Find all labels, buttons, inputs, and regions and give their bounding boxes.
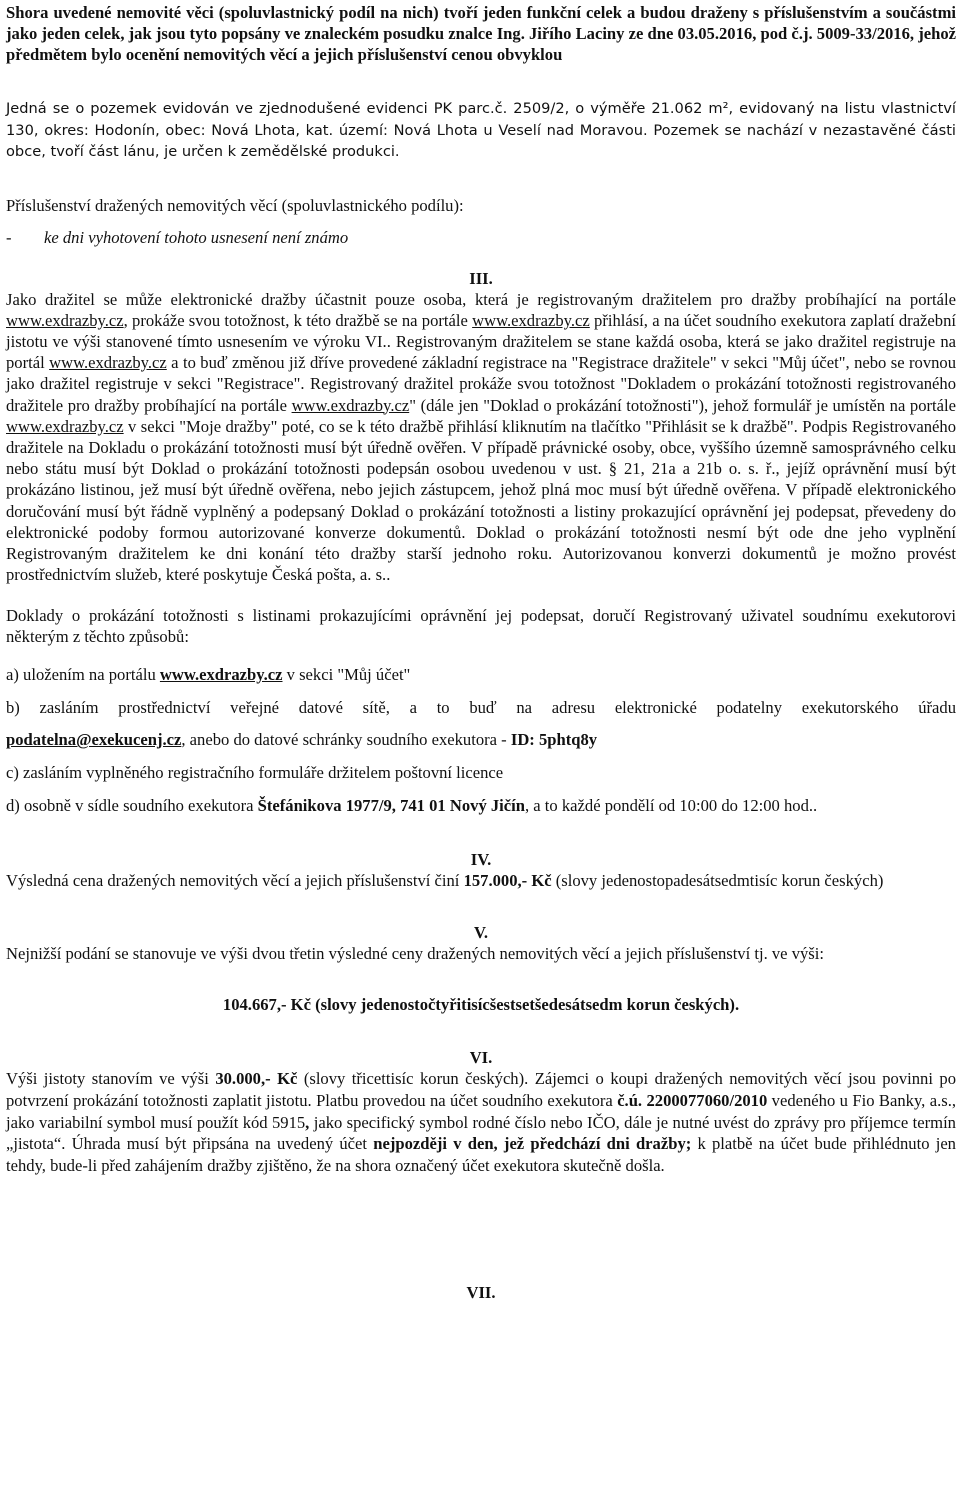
- exdrazby-link[interactable]: www.exdrazby.cz: [291, 395, 410, 415]
- section-3-paragraph: [6, 289, 956, 586]
- accessories-item: [6, 227, 956, 248]
- s3-text: přihlásí, a na účet soudního exekutora zaplatí dražební jistotu ve výši stanovené tímto usnesením ve výroku VI.. Registrovaným dražitelem se stane každá osoba, která se jako dražitel registruje na portál: [6, 310, 956, 373]
- exdrazby-link[interactable]: www.exdrazby.cz: [6, 310, 124, 330]
- databox-id: ID: 5phtq8y: [510, 730, 598, 750]
- delivery-option-a: [6, 664, 956, 685]
- land-text-2: Pozemek se nachází v nezastavěné části obce, tvoří část lánu, je určen k zemědělské produkci.: [6, 121, 956, 160]
- s6-text: (slovy třicettisíc korun českých). Zájemci o koupi dražených nemovitých věcí jsou povinni po potvrzení prokázání totožnosti zaplatit jistotu. Platbu provedou na účet soudního exekutora: [6, 1069, 957, 1110]
- section-5-paragraph: Nejnižší podání se stanovuje ve výši dvou třetin výsledné ceny dražených nemovitých věcí a jejich příslušenství tj. ve výši:: [6, 944, 824, 964]
- land-description: [6, 98, 956, 163]
- s3-text: , prokáže svou totožnost, k této dražbě se na portále: [123, 310, 473, 330]
- s4-text: Výsledná cena dražených nemovitých věcí a jejich příslušenství činí: [6, 871, 464, 891]
- section-3-numeral: III.: [469, 268, 493, 288]
- delivery-intro: Doklady o prokázání totožnosti s listinami prokazujícími oprávnění jej podepsat, doručí Registrovaný uživatel soudnímu exekutorovi některým z těchto způsobů:: [6, 606, 956, 647]
- option-d-text: d) osobně v sídle soudního exekutora: [6, 796, 258, 816]
- document-page: [6, 2, 956, 1303]
- s6-text: vedeného u Fio Banky, a.s., jako variabilní symbol musí použít kód 5915: [6, 1090, 956, 1132]
- bank-account: č.ú. 2200077060/2010: [617, 1090, 768, 1110]
- s4-suffix: (slovy jedenostopadesátsedmtisíc korun českých): [551, 871, 884, 891]
- option-d-suffix: , a to každé pondělí od 10:00 do 12:00 hod..: [525, 796, 818, 816]
- exdrazby-link[interactable]: www.exdrazby.cz: [49, 353, 167, 373]
- s3-text: a to buď změnou již dříve provedené základní registrace na "Registrace dražitele" v sekci "Můj účet", nebo se rovnou jako dražitel registruje v sekci "Registrace". Registrovaný dražitel prokáže svou totožnost "Dokladem o prokázání totožnosti registrovaného dražitele pro dražby probíhající na portále: [6, 353, 957, 415]
- minimum-bid-amount: 104.667,- Kč (slovy jedenostočtyřitisícšestsetšedesátsedm korun českých).: [222, 995, 740, 1015]
- section-6-paragraph: [6, 1068, 956, 1176]
- delivery-option-c: c) zasláním vyplněného registračního formuláře držitelem poštovní licence: [6, 763, 504, 783]
- exdrazby-link[interactable]: www.exdrazby.cz: [472, 310, 590, 330]
- s6-text: Výši jistoty stanovím ve výši: [6, 1069, 216, 1089]
- option-a-text: a) uložením na portálu: [6, 665, 160, 685]
- office-address: Štefánikova 1977/9, 741 01 Nový Jičín: [257, 796, 525, 816]
- option-a-suffix: v sekci "Můj účet": [282, 665, 411, 685]
- s3-text: " (dále jen "Doklad o prokázání totožnosti"), jehož formulář je umístěn na portále: [409, 395, 957, 415]
- section-4-numeral: IV.: [470, 850, 492, 870]
- payment-deadline: nejpozději v den, jež předchází dni dražby;: [373, 1134, 692, 1154]
- delivery-option-b-cont: [6, 729, 956, 750]
- dash-marker: -: [6, 227, 12, 247]
- section-6-numeral: VI.: [469, 1048, 493, 1068]
- s3-text: v sekci "Moje dražby" poté, co se k této dražbě přihlásí kliknutím na tlačítko "Přihlásit se k dražbě". Podpis Registrovaného dražitele na Dokladu o prokázání totožnosti musí být úředně ověřen. V případě právnické osoby, obce, vyššího územně samosprávného celku nebo státu musí být Doklad o prokázání totožnosti podepsán osobou uvedenou v ust. § 21, 21a a 21b o. s. ř., jejíž oprávnění musí být prokázáno listinou, jež musí být úředně ověřena, nebo jejich zástupcem, jehož plná moc musí být úředně ověřena. V případě elektronického doručování musí být řádně vyplněný a podepsaný Doklad o prokázání totožnosti a listiny prokazující oprávnění jej podepsat, převedeny do elektronické podoby formou autorizované konverze dokumentů. Doklad o prokázání totožnosti nesmí být ode dne jeho vyplnění Registrovaným dražitelem ke dni konání této dražby starší jednoho roku. Autorizovanou konverzi dokumentů je možno provést prostřednictvím služeb, které poskytuje Česká pošta, a. s..: [6, 416, 956, 585]
- section-4-paragraph: [6, 870, 956, 891]
- s3-text: Jako dražitel se může elektronické dražby účastnit pouze osoba, která je registrovaným dražitelem pro dražby probíhající na portále: [6, 289, 956, 309]
- intro-paragraph: Shora uvedené nemovité věci (spoluvlastnický podíl na nich) tvoří jeden funkční celek a budou draženy s příslušenstvím a součástmi jako jeden celek, jak jsou tyto popsány ve znaleckém posudku znalce Ing. Jiřího Laciny ze dne 03.05.2016, pod č.j. 5009-33/2016, jehož předmětem bylo ocenění nemovitých věcí a jejich příslušenství cenou obvyklou: [6, 3, 956, 64]
- option-b-text: , anebo do datové schránky soudního exekutora -: [181, 730, 511, 750]
- section-7-numeral: VII.: [466, 1283, 496, 1303]
- s6-text: k platbě na účet bude přihlédnuto jen tehdy, bude-li před zahájením dražby zjištěno, že na shora označený účet exekutora skutečně došla.: [6, 1134, 956, 1175]
- s6-text: jako specifický symbol rodné číslo nebo IČO, dále je nutné uvést do zprávy pro příjemce termín „jistota“. Úhrada musí být připsána na uvedený účet: [6, 1112, 956, 1154]
- land-text-1: Jedná se o pozemek evidován ve zjednodušené evidenci PK parc.č. 2509/2, o výměře 21.062 m², evidovaný na listu vlastnictví 130, okres: Hodonín, obec: Nová Lhota, kat. území: Nová Lhota u Veselí nad Moravou.: [6, 100, 956, 139]
- security-amount: 30.000,- Kč: [215, 1069, 298, 1089]
- exdrazby-link[interactable]: www.exdrazby.cz: [6, 416, 124, 436]
- accessories-heading: Příslušenství dražených nemovitých věcí (spoluvlastnického podílu):: [6, 195, 464, 215]
- result-price: 157.000,- Kč: [463, 871, 552, 891]
- podatelna-email-link[interactable]: podatelna@exekucenj.cz: [6, 730, 182, 750]
- section-5-numeral: V.: [474, 923, 488, 943]
- delivery-option-b: b) zasláním prostřednictví veřejné datové sítě, a to buď na adresu elektronické podatelny exekutorského úřadu: [6, 698, 956, 718]
- delivery-option-d: [6, 795, 956, 816]
- exdrazby-link-bold[interactable]: www.exdrazby.cz: [159, 665, 283, 685]
- accessories-item-text: ke dni vyhotovení tohoto usnesení není známo: [44, 227, 349, 247]
- s6-comma: ,: [305, 1112, 310, 1132]
